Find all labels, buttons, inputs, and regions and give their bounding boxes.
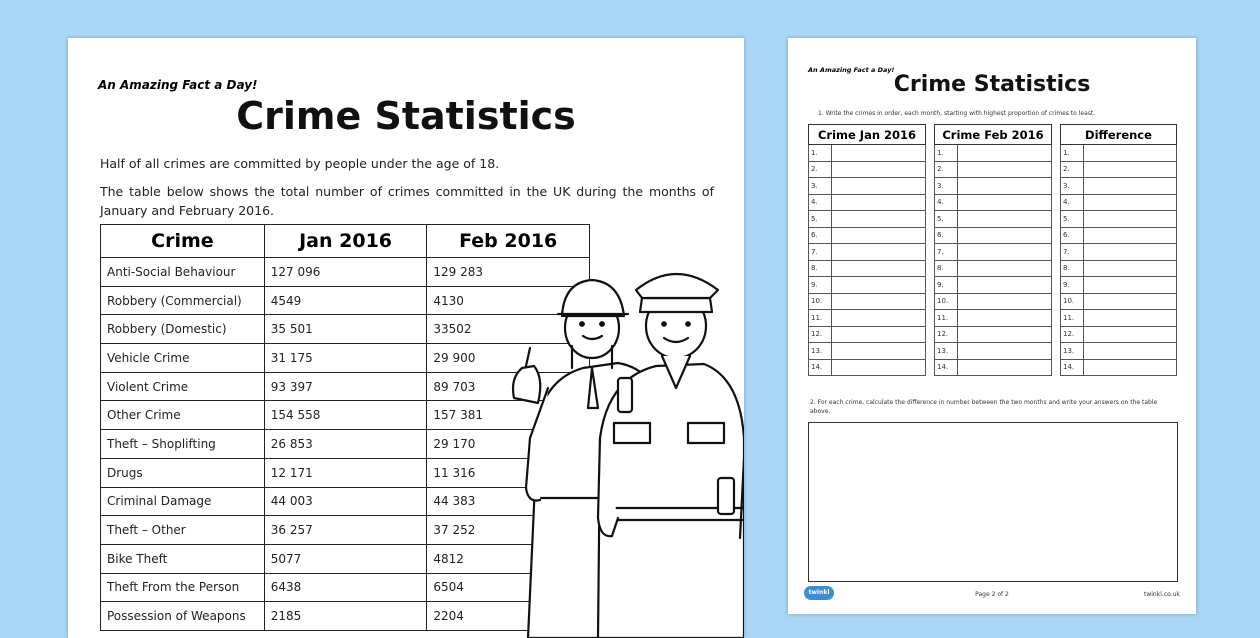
answer-blank xyxy=(832,145,926,162)
row-number: 7. xyxy=(809,244,832,261)
answer-row xyxy=(1061,211,1177,228)
answer-blank xyxy=(958,277,1052,294)
crime-name-cell: Theft From the Person xyxy=(101,573,265,602)
answer-blank xyxy=(832,326,926,343)
header-feb: Feb 2016 xyxy=(427,225,590,258)
crime-name-cell: Robbery (Commercial) xyxy=(101,286,265,315)
answer-row xyxy=(935,293,1052,310)
answer-row xyxy=(809,310,926,327)
answer-row xyxy=(1061,343,1177,360)
answer-blank xyxy=(1084,145,1177,162)
answer-row xyxy=(935,359,1052,376)
row-number: 2. xyxy=(935,161,958,178)
row-number: 12. xyxy=(935,326,958,343)
crime-name-cell: Theft – Shoplifting xyxy=(101,430,265,459)
jan-value-cell: 4549 xyxy=(264,286,427,315)
answer-blank xyxy=(1084,227,1177,244)
answer-table-difference xyxy=(1060,124,1177,376)
answer-row xyxy=(1061,277,1177,294)
row-number: 10. xyxy=(809,293,832,310)
fact-text: Half of all crimes are committed by people under the age of 18. xyxy=(100,156,500,171)
answer-row xyxy=(1061,227,1177,244)
row-number: 12. xyxy=(1061,326,1084,343)
answer-row xyxy=(1061,359,1177,376)
row-number: 9. xyxy=(935,277,958,294)
row-number: 1. xyxy=(935,145,958,162)
answer-row xyxy=(809,244,926,261)
feb-value-cell: 157 381 xyxy=(427,401,590,430)
answer-blank xyxy=(958,227,1052,244)
answer-row xyxy=(935,343,1052,360)
answer-blank xyxy=(1084,244,1177,261)
row-number: 14. xyxy=(1061,359,1084,376)
answer-blank xyxy=(958,178,1052,195)
jan-value-cell: 36 257 xyxy=(264,516,427,545)
jan-value-cell: 44 003 xyxy=(264,487,427,516)
answer-blank xyxy=(832,227,926,244)
row-number: 11. xyxy=(935,310,958,327)
row-number: 14. xyxy=(809,359,832,376)
row-number: 4. xyxy=(1061,194,1084,211)
answer-blank xyxy=(832,277,926,294)
row-number: 5. xyxy=(1061,211,1084,228)
row-number: 1. xyxy=(1061,145,1084,162)
answer-row xyxy=(809,260,926,277)
answer-blank xyxy=(1084,161,1177,178)
answer-row xyxy=(935,260,1052,277)
jan-value-cell: 93 397 xyxy=(264,372,427,401)
header-difference: Difference xyxy=(1061,125,1177,145)
answer-row xyxy=(809,343,926,360)
header-crime-jan: Crime Jan 2016 xyxy=(809,125,926,145)
footer-page-number: Page 2 of 2 xyxy=(975,591,1009,598)
row-number: 10. xyxy=(1061,293,1084,310)
row-number: 13. xyxy=(1061,343,1084,360)
row-number: 14. xyxy=(935,359,958,376)
answer-blank xyxy=(832,359,926,376)
answer-blank xyxy=(1084,343,1177,360)
answer-blank xyxy=(958,260,1052,277)
row-number: 8. xyxy=(1061,260,1084,277)
worksheet-page-2 xyxy=(788,38,1196,614)
jan-value-cell: 31 175 xyxy=(264,344,427,373)
answer-row xyxy=(1061,326,1177,343)
feb-value-cell: 129 283 xyxy=(427,258,590,287)
answer-rows-jan xyxy=(809,145,926,376)
row-number: 2. xyxy=(1061,161,1084,178)
answer-row xyxy=(809,194,926,211)
feb-value-cell: 37 252 xyxy=(427,516,590,545)
row-number: 5. xyxy=(809,211,832,228)
answer-blank xyxy=(832,260,926,277)
crime-name-cell: Robbery (Domestic) xyxy=(101,315,265,344)
crime-name-cell: Theft – Other xyxy=(101,516,265,545)
jan-value-cell: 2185 xyxy=(264,602,427,631)
feb-value-cell: 33502 xyxy=(427,315,590,344)
crime-name-cell: Other Crime xyxy=(101,401,265,430)
answer-blank xyxy=(958,211,1052,228)
row-number: 11. xyxy=(809,310,832,327)
row-number: 7. xyxy=(1061,244,1084,261)
jan-value-cell: 127 096 xyxy=(264,258,427,287)
crime-name-cell: Vehicle Crime xyxy=(101,344,265,373)
row-number: 3. xyxy=(809,178,832,195)
row-number: 11. xyxy=(1061,310,1084,327)
row-number: 8. xyxy=(935,260,958,277)
jan-value-cell: 154 558 xyxy=(264,401,427,430)
jan-value-cell: 6438 xyxy=(264,573,427,602)
answer-row xyxy=(935,211,1052,228)
crime-name-cell: Bike Theft xyxy=(101,544,265,573)
row-number: 3. xyxy=(935,178,958,195)
jan-value-cell: 26 853 xyxy=(264,430,427,459)
answer-row xyxy=(1061,161,1177,178)
answer-blank xyxy=(958,293,1052,310)
answer-row xyxy=(1061,310,1177,327)
crime-name-cell: Anti-Social Behaviour xyxy=(101,258,265,287)
answer-blank xyxy=(958,145,1052,162)
answer-row xyxy=(809,211,926,228)
header-crime: Crime xyxy=(101,225,265,258)
row-number: 13. xyxy=(935,343,958,360)
row-number: 4. xyxy=(935,194,958,211)
answer-row xyxy=(809,161,926,178)
row-number: 8. xyxy=(809,260,832,277)
answer-blank xyxy=(832,244,926,261)
answer-blank xyxy=(1084,260,1177,277)
feb-value-cell: 6504 xyxy=(427,573,590,602)
answer-blank xyxy=(1084,211,1177,228)
answer-row xyxy=(1061,260,1177,277)
answer-row xyxy=(935,145,1052,162)
answer-row xyxy=(935,161,1052,178)
answer-row xyxy=(935,244,1052,261)
row-number: 1. xyxy=(809,145,832,162)
crime-name-cell: Possession of Weapons xyxy=(101,602,265,631)
answer-row xyxy=(1061,244,1177,261)
row-number: 3. xyxy=(1061,178,1084,195)
row-number: 4. xyxy=(809,194,832,211)
answer-row xyxy=(935,277,1052,294)
row-number: 10. xyxy=(935,293,958,310)
answer-row xyxy=(809,326,926,343)
answer-rows-difference xyxy=(1061,145,1177,376)
answer-blank xyxy=(1084,293,1177,310)
working-out-box xyxy=(808,422,1178,582)
feb-value-cell: 4812 xyxy=(427,544,590,573)
jan-value-cell: 35 501 xyxy=(264,315,427,344)
worksheet-page-1 xyxy=(68,38,744,638)
answer-blank xyxy=(958,244,1052,261)
answer-row xyxy=(935,194,1052,211)
answer-blank xyxy=(1084,178,1177,195)
intro-text: The table below shows the total number of crimes committed in the UK during the months of January and February 2016. xyxy=(100,184,714,218)
row-number: 5. xyxy=(935,211,958,228)
feb-value-cell: 11 316 xyxy=(427,458,590,487)
answer-blank xyxy=(1084,194,1177,211)
page-title-small: Crime Statistics xyxy=(893,72,1091,97)
crime-name-cell: Drugs xyxy=(101,458,265,487)
feb-value-cell: 29 170 xyxy=(427,430,590,459)
row-number: 6. xyxy=(809,227,832,244)
answer-blank xyxy=(958,161,1052,178)
crime-name-cell: Criminal Damage xyxy=(101,487,265,516)
row-number: 9. xyxy=(1061,277,1084,294)
answer-blank xyxy=(832,293,926,310)
answer-row xyxy=(935,178,1052,195)
row-number: 2. xyxy=(809,161,832,178)
question-2-text: 2. For each crime, calculate the difference in number between the two months and write your answers on the table above. xyxy=(810,399,1158,415)
answer-row xyxy=(1061,293,1177,310)
jan-value-cell: 12 171 xyxy=(264,458,427,487)
answer-rows-feb xyxy=(935,145,1052,376)
feb-value-cell: 44 383 xyxy=(427,487,590,516)
footer-site: twinkl.co.uk xyxy=(1144,591,1180,598)
question-1-text: 1. Write the crimes in order, each month, starting with highest proportion of crimes to least. xyxy=(818,110,1096,117)
answer-table-jan xyxy=(808,124,926,376)
logo-text: twinkl xyxy=(808,589,830,596)
answer-blank xyxy=(832,310,926,327)
answer-row xyxy=(809,227,926,244)
answer-blank xyxy=(958,343,1052,360)
answer-blank xyxy=(1084,277,1177,294)
answer-blank xyxy=(832,178,926,195)
answer-blank xyxy=(1084,326,1177,343)
kicker-text: An Amazing Fact a Day! xyxy=(98,78,258,92)
answer-row xyxy=(809,178,926,195)
row-number: 7. xyxy=(935,244,958,261)
feb-value-cell: 2204 xyxy=(427,602,590,631)
row-number: 13. xyxy=(809,343,832,360)
row-number: 12. xyxy=(809,326,832,343)
answer-blank xyxy=(958,194,1052,211)
answer-row xyxy=(809,293,926,310)
answer-row xyxy=(1061,145,1177,162)
kicker-text-small: An Amazing Fact a Day! xyxy=(808,66,895,74)
answer-blank xyxy=(958,310,1052,327)
row-number: 6. xyxy=(1061,227,1084,244)
feb-value-cell: 4130 xyxy=(427,286,590,315)
answer-row xyxy=(809,359,926,376)
answer-row xyxy=(1061,178,1177,195)
answer-blank xyxy=(832,161,926,178)
answer-blank xyxy=(958,359,1052,376)
header-jan: Jan 2016 xyxy=(264,225,427,258)
answer-blank xyxy=(832,194,926,211)
answer-table-feb xyxy=(934,124,1052,376)
row-number: 6. xyxy=(935,227,958,244)
answer-row xyxy=(935,326,1052,343)
page-title: Crime Statistics xyxy=(236,94,576,138)
answer-blank xyxy=(1084,359,1177,376)
header-crime-feb: Crime Feb 2016 xyxy=(935,125,1052,145)
feb-value-cell: 29 900 xyxy=(427,344,590,373)
answer-blank xyxy=(958,326,1052,343)
answer-row xyxy=(935,310,1052,327)
answer-blank xyxy=(832,343,926,360)
answer-row xyxy=(809,277,926,294)
police-officers-illustration xyxy=(508,238,744,638)
answer-blank xyxy=(1084,310,1177,327)
answer-row xyxy=(809,145,926,162)
crime-name-cell: Violent Crime xyxy=(101,372,265,401)
jan-value-cell: 5077 xyxy=(264,544,427,573)
row-number: 9. xyxy=(809,277,832,294)
answer-blank xyxy=(832,211,926,228)
answer-row xyxy=(935,227,1052,244)
feb-value-cell: 89 703 xyxy=(427,372,590,401)
answer-row xyxy=(1061,194,1177,211)
